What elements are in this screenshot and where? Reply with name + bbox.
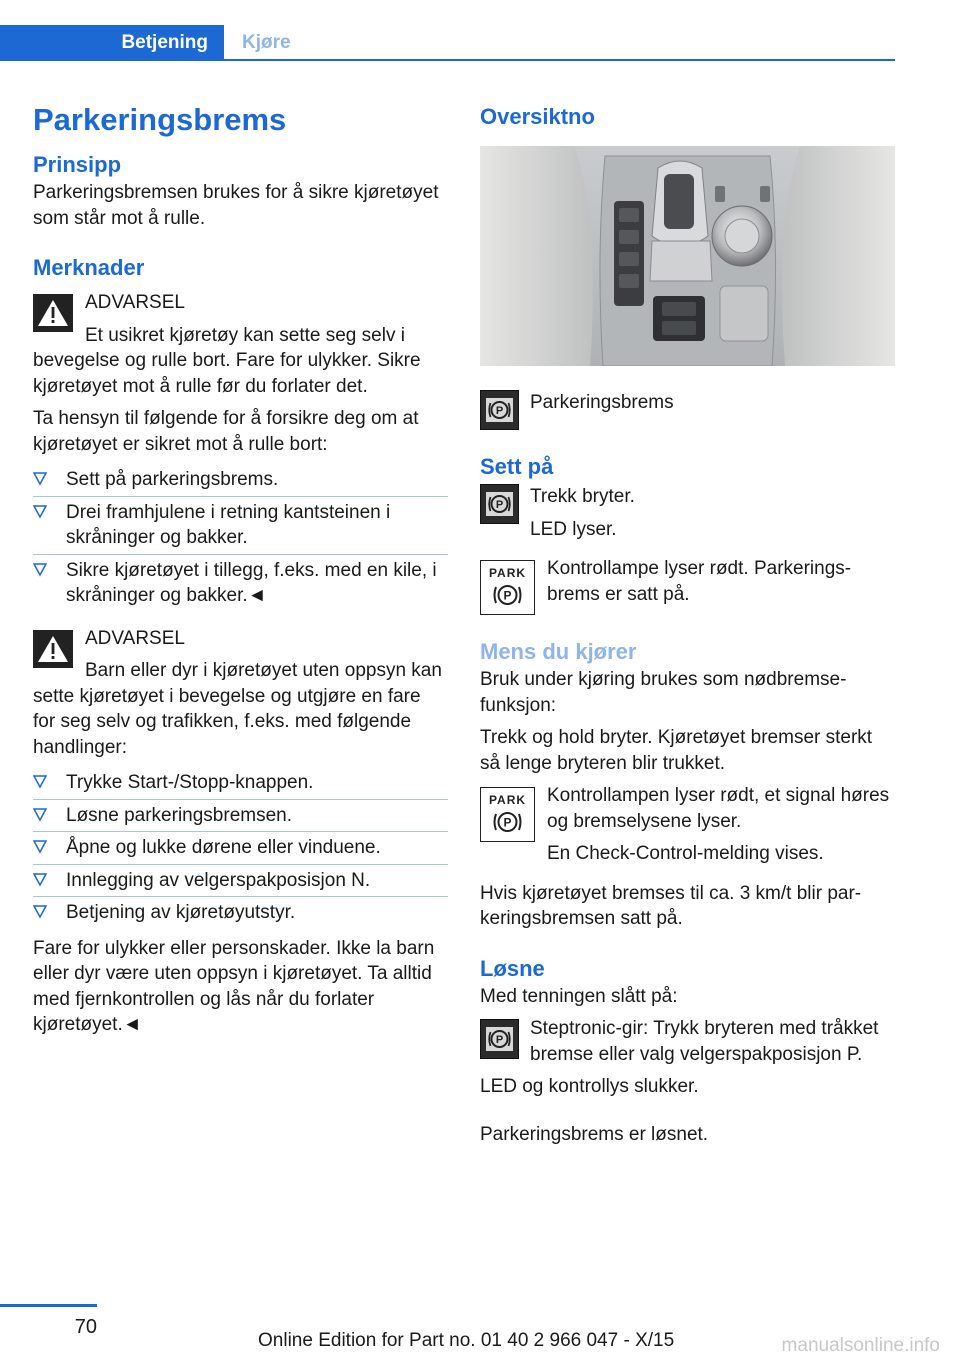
list-item-text: Åpne og lukke dørene eller vinduene.: [66, 837, 381, 858]
triangle-bullet-icon: [33, 873, 47, 887]
photo-caption: Parkeringsbrems: [530, 392, 674, 413]
bullet-list-1: [33, 464, 448, 612]
p-letter: P: [495, 405, 504, 417]
losne-text-4: Parkeringsbrems er løsnet.: [480, 1123, 709, 1145]
list-item: [33, 497, 448, 555]
warning-triangle-icon: [33, 294, 73, 332]
mens-text-1: Bruk under kjøring brukes som nødbremsefunksjon:: [480, 669, 847, 716]
list-item: [33, 555, 448, 612]
p-letter: P: [495, 499, 504, 511]
prinsipp-heading: Prinsipp: [33, 152, 122, 177]
p-letter: P: [503, 815, 512, 830]
list-item-text: Trykke Start-/Stopp-knappen.: [66, 772, 314, 793]
losne-text-2: Steptronic-gir: Trykk bryteren med tråkket bremse eller valg velgerspakposisjon P.: [530, 1018, 879, 1065]
triangle-bullet-icon: [33, 905, 47, 919]
p-letter: P: [495, 1034, 504, 1046]
warning-label-2: ADVARSEL: [85, 627, 185, 649]
warning-label-1: ADVARSEL: [85, 292, 185, 313]
tab-betjening[interactable]: Betjening: [0, 25, 224, 61]
bullet-list-2: [33, 767, 448, 929]
list-item: [33, 897, 448, 929]
losne-heading: Løsne: [480, 955, 545, 981]
edition-line: Online Edition for Part no. 01 40 2 966 047 - X/15: [258, 1330, 675, 1351]
triangle-bullet-icon: [33, 840, 47, 854]
caption-row: [480, 388, 895, 430]
park-text-3: En Check-Control-melding vises.: [547, 843, 824, 864]
oversikt-heading: Oversiktno: [480, 104, 595, 129]
triangle-bullet-icon: [33, 472, 47, 486]
park-indicator-row-1: [480, 556, 895, 615]
list-item-text: Betjening av kjøretøyutstyr.: [66, 902, 296, 923]
warning-triangle-icon: [33, 630, 73, 668]
left-column: [33, 100, 448, 1038]
losne-text-3: LED og kontrollys slukker.: [480, 1076, 699, 1097]
closing-text: Fare for ulykker eller personskader. Ikke la barn eller dyr være uten oppsyn i kjøretøyet. Ta alltid med fjernkontrollen og lås når du forlater kjøretøyet.◄: [33, 937, 435, 1035]
hvis-text: Hvis kjøretøyet bremses til ca. 3 km/t blir parkeringsbremsen satt på.: [480, 882, 862, 929]
header-rule: [0, 59, 895, 61]
page-number: 70: [74, 1316, 97, 1338]
prinsipp-text: Parkeringsbremsen brukes for å sikre kjøretøyet som står mot å rulle.: [33, 182, 439, 229]
triangle-bullet-icon: [33, 775, 47, 789]
right-column: [480, 100, 895, 1147]
warning-block-1: [33, 290, 448, 399]
mens-heading: Mens du kjører: [480, 639, 637, 664]
parking-brake-button-icon: [480, 484, 519, 524]
park-indicator-row-2: [480, 783, 895, 867]
settpa-row: [480, 482, 895, 542]
list-item: [33, 464, 448, 497]
footer-rule: [0, 1304, 97, 1307]
triangle-bullet-icon: [33, 808, 47, 822]
triangle-bullet-icon: [33, 505, 47, 519]
mens-text-2: Trekk og hold bryter. Kjøretøyet bremser sterkt så lenge bryteren blir trukket.: [480, 727, 873, 774]
list-item-text: Løsne parkeringsbremsen.: [66, 804, 292, 826]
list-item-text: Sett på parkeringsbrems.: [66, 469, 279, 490]
park-word: PARK: [488, 793, 527, 807]
chapter-tabs: [0, 25, 895, 61]
list-item: [33, 865, 448, 898]
losne-text-1: Med tenningen slått på:: [480, 985, 678, 1007]
tab-kjore[interactable]: Kjøre: [242, 32, 291, 53]
watermark: manualsonline.info: [781, 1335, 940, 1356]
list-item: [33, 832, 448, 865]
merknader-heading: Merknader: [33, 255, 145, 280]
park-text-2: Kontrollampen lyser rødt, et signal høres og bremselysene lyser.: [547, 785, 890, 832]
list-item-text: Drei framhjulene i retning kantsteinen i skråninger og bakker.: [66, 501, 391, 548]
list-item-text: Sikre kjøretøyet i tillegg, f.eks. med en kile, i skråninger og bakker.◄: [66, 559, 437, 606]
park-indicator-icon: [480, 560, 535, 615]
triangle-bullet-icon: [33, 563, 47, 577]
warning-text-1: Et usikret kjøretøy kan sette seg selv i bevegelse og rulle bort. Fare for ulykker. Sikre kjøretøyet mot å rulle før du forlater det.: [33, 324, 421, 397]
park-word: PARK: [488, 566, 527, 580]
settpa-line2: LED lyser.: [530, 518, 617, 540]
parking-brake-button-icon: [480, 1019, 519, 1059]
warning-block-2: [33, 626, 448, 761]
losne-block: [480, 1016, 895, 1067]
page-title: Parkeringsbrems: [33, 102, 287, 137]
p-letter: P: [503, 588, 512, 603]
warning-text-2: Barn eller dyr i kjøretøyet uten oppsyn kan sette kjøretøyet i bevegelse og utgjøre en fare for seg selv og trafikken, f.eks. med følgende handlinger:: [33, 660, 442, 758]
park-text-1: Kontrollampe lyser rødt. Parkeringsbrems er satt på.: [547, 558, 852, 605]
center-console-photo: [480, 146, 895, 366]
list-item: [33, 767, 448, 800]
settpa-heading: Sett på: [480, 454, 554, 479]
list-item: [33, 800, 448, 833]
park-indicator-icon: [480, 787, 535, 842]
list-item-text: Innlegging av velgerspakposisjon N.: [66, 869, 371, 891]
parking-brake-button-icon: [480, 390, 519, 430]
intro-text: Ta hensyn til følgende for å forsikre deg om at kjøretøyet er sikret mot å rulle bort:: [33, 408, 419, 455]
settpa-line1: Trekk bryter.: [530, 486, 635, 507]
